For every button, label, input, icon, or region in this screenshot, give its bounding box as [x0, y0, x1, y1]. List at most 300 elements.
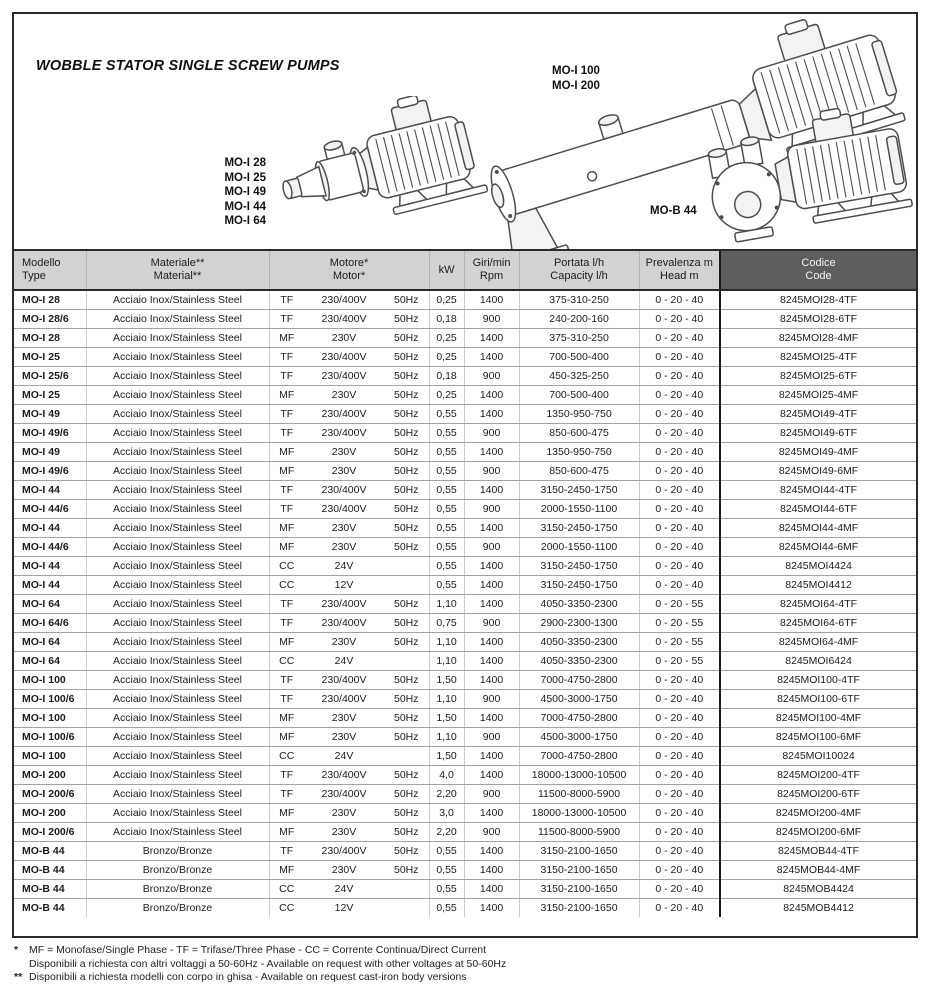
- cell-capacity: 1350-950-750: [519, 405, 639, 424]
- cell-material: Acciaio Inox/Stainless Steel: [86, 290, 269, 310]
- table-row: [14, 823, 916, 842]
- cell-rpm: 900: [464, 690, 519, 709]
- cell-capacity: 7000-4750-2800: [519, 747, 639, 766]
- footnote-text: Disponibili a richiesta modelli con corpo in ghisa - Available on request cast-iron body versions: [29, 971, 467, 983]
- cell-voltage: 24V: [304, 880, 384, 899]
- cell-voltage: 230/400V: [304, 785, 384, 804]
- cell-model: MO-I 200: [14, 804, 86, 823]
- cell-model: MO-I 100: [14, 709, 86, 728]
- cell-material: Acciaio Inox/Stainless Steel: [86, 595, 269, 614]
- cell-frequency: [384, 652, 429, 671]
- cell-kw: 0,55: [429, 842, 464, 861]
- cell-head: 0 - 20 - 40: [639, 538, 720, 557]
- table-row: [14, 861, 916, 880]
- cell-material: Acciaio Inox/Stainless Steel: [86, 405, 269, 424]
- cell-material: Acciaio Inox/Stainless Steel: [86, 728, 269, 747]
- bronze-pump-label: MO-B 44: [650, 205, 697, 217]
- cell-frequency: 50Hz: [384, 633, 429, 652]
- cell-motor-type: MF: [269, 519, 304, 538]
- cell-code: 8245MOI25-4MF: [720, 386, 916, 405]
- cell-material: Acciaio Inox/Stainless Steel: [86, 671, 269, 690]
- cell-voltage: 230/400V: [304, 405, 384, 424]
- cell-motor-type: TF: [269, 785, 304, 804]
- cell-model: MO-I 64: [14, 595, 86, 614]
- cell-frequency: 50Hz: [384, 462, 429, 481]
- cell-rpm: 1400: [464, 633, 519, 652]
- table-row: [14, 576, 916, 595]
- cell-capacity: 7000-4750-2800: [519, 709, 639, 728]
- cell-head: 0 - 20 - 55: [639, 614, 720, 633]
- table-row: [14, 405, 916, 424]
- cell-kw: 2,20: [429, 785, 464, 804]
- cell-voltage: 230/400V: [304, 614, 384, 633]
- cell-model: MO-I 100/6: [14, 728, 86, 747]
- cell-kw: 3,0: [429, 804, 464, 823]
- cell-material: Acciaio Inox/Stainless Steel: [86, 747, 269, 766]
- cell-frequency: 50Hz: [384, 424, 429, 443]
- cell-model: MO-I 44: [14, 519, 86, 538]
- cell-rpm: 1400: [464, 842, 519, 861]
- cell-code: 8245MOI25-4TF: [720, 348, 916, 367]
- cell-motor-type: TF: [269, 310, 304, 329]
- cell-code: 8245MOB44-4MF: [720, 861, 916, 880]
- cell-capacity: 4050-3350-2300: [519, 652, 639, 671]
- cell-rpm: 900: [464, 728, 519, 747]
- cell-frequency: 50Hz: [384, 804, 429, 823]
- cell-head: 0 - 20 - 40: [639, 823, 720, 842]
- cell-frequency: 50Hz: [384, 595, 429, 614]
- cell-voltage: 230V: [304, 709, 384, 728]
- cell-material: Acciaio Inox/Stainless Steel: [86, 329, 269, 348]
- cell-voltage: 230V: [304, 329, 384, 348]
- cell-capacity: 3150-2450-1750: [519, 557, 639, 576]
- table-row: [14, 557, 916, 576]
- cell-code: 8245MOI200-4TF: [720, 766, 916, 785]
- cell-frequency: 50Hz: [384, 614, 429, 633]
- cell-motor-type: TF: [269, 367, 304, 386]
- cell-motor-type: MF: [269, 823, 304, 842]
- cell-material: Acciaio Inox/Stainless Steel: [86, 766, 269, 785]
- cell-kw: 0,55: [429, 538, 464, 557]
- cell-rpm: 1400: [464, 861, 519, 880]
- cell-motor-type: CC: [269, 576, 304, 595]
- cell-capacity: 2900-2300-1300: [519, 614, 639, 633]
- cell-frequency: [384, 557, 429, 576]
- cell-motor-type: MF: [269, 462, 304, 481]
- table-row: [14, 462, 916, 481]
- cell-code: 8245MOB4424: [720, 880, 916, 899]
- cell-frequency: 50Hz: [384, 310, 429, 329]
- cell-material: Acciaio Inox/Stainless Steel: [86, 481, 269, 500]
- footnote-marker: **: [14, 971, 23, 983]
- cell-capacity: 240-200-160: [519, 310, 639, 329]
- cell-model: MO-I 25: [14, 348, 86, 367]
- cell-code: 8245MOI28-6TF: [720, 310, 916, 329]
- cell-motor-type: TF: [269, 690, 304, 709]
- cell-head: 0 - 20 - 40: [639, 842, 720, 861]
- table-row: [14, 386, 916, 405]
- cell-capacity: 3150-2100-1650: [519, 861, 639, 880]
- cell-motor-type: TF: [269, 405, 304, 424]
- cell-rpm: 1400: [464, 290, 519, 310]
- illustration-header: [14, 14, 916, 251]
- cell-model: MO-I 49/6: [14, 424, 86, 443]
- cell-kw: 0,55: [429, 899, 464, 918]
- cell-rpm: 900: [464, 462, 519, 481]
- cell-rpm: 1400: [464, 899, 519, 918]
- cell-voltage: 230/400V: [304, 481, 384, 500]
- footnote-marker: [14, 958, 29, 972]
- cell-model: MO-I 100: [14, 671, 86, 690]
- cell-motor-type: TF: [269, 766, 304, 785]
- cell-code: 8245MOI25-6TF: [720, 367, 916, 386]
- cell-frequency: 50Hz: [384, 766, 429, 785]
- cell-code: 8245MOI49-4MF: [720, 443, 916, 462]
- cell-voltage: 12V: [334, 902, 354, 914]
- cell-code: 8245MOI64-6TF: [720, 614, 916, 633]
- cell-rpm: 1400: [464, 519, 519, 538]
- cell-voltage: 230/400V: [304, 290, 384, 310]
- cell-head: 0 - 20 - 40: [639, 519, 720, 538]
- cell-code: 8245MOI64-4MF: [720, 633, 916, 652]
- cell-motor-type: MF: [269, 861, 304, 880]
- table-row: [14, 766, 916, 785]
- cell-frequency: 50Hz: [384, 386, 429, 405]
- cell-code: 8245MOI28-4TF: [720, 290, 916, 310]
- cell-rpm: 1400: [464, 747, 519, 766]
- cell-motor-type: MF: [269, 804, 304, 823]
- cell-frequency: 50Hz: [384, 443, 429, 462]
- cell-kw: 0,25: [429, 329, 464, 348]
- cell-capacity: 3150-2100-1650: [519, 880, 639, 899]
- cell-motor-type: MF: [269, 538, 304, 557]
- cell-rpm: 1400: [464, 804, 519, 823]
- table-row: [14, 842, 916, 861]
- cell-kw: 1,10: [429, 652, 464, 671]
- cell-capacity: 4500-3000-1750: [519, 728, 639, 747]
- col-header-model: Modello Type: [14, 251, 86, 290]
- cell-frequency: [384, 880, 429, 899]
- cell-model: MO-I 28/6: [14, 310, 86, 329]
- cell-model: MO-I 44/6: [14, 538, 86, 557]
- cell-head: 0 - 20 - 40: [639, 462, 720, 481]
- footnote-marker: *: [14, 944, 19, 956]
- cell-voltage: 230V: [304, 519, 384, 538]
- cell-model: MO-I 64: [14, 652, 86, 671]
- cell-head: 0 - 20 - 40: [639, 709, 720, 728]
- cell-motor-type: TF: [269, 500, 304, 519]
- cell-model: MO-I 25: [14, 386, 86, 405]
- cell-material: Bronzo/Bronze: [86, 899, 269, 918]
- cell-motor-type: CC: [269, 880, 304, 899]
- cell-head: 0 - 20 - 55: [639, 595, 720, 614]
- cell-head: 0 - 20 - 40: [639, 880, 720, 899]
- cell-motor-type: TF: [269, 348, 304, 367]
- cell-model: MO-B 44: [14, 880, 86, 899]
- cell-code: 8245MOI200-4MF: [720, 804, 916, 823]
- table-row: [14, 633, 916, 652]
- cell-frequency: [384, 747, 429, 766]
- cell-code: 8245MOI49-4TF: [720, 405, 916, 424]
- table-row: [14, 443, 916, 462]
- cell-kw: 1,10: [429, 633, 464, 652]
- cell-head: 0 - 20 - 40: [639, 290, 720, 310]
- cell-head: 0 - 20 - 40: [639, 899, 720, 918]
- cell-voltage: 230/400V: [304, 595, 384, 614]
- cell-rpm: 1400: [464, 386, 519, 405]
- cell-code: 8245MOI64-4TF: [720, 595, 916, 614]
- cell-motor-type: TF: [269, 595, 304, 614]
- footnote-text: Disponibili a richiesta con altri voltaggi a 50-60Hz - Available on request with other voltages at 50-60Hz: [29, 957, 507, 970]
- cell-kw: 1,10: [429, 595, 464, 614]
- cell-rpm: 900: [464, 614, 519, 633]
- cell-model: MO-B 44: [14, 861, 86, 880]
- cell-head: 0 - 20 - 40: [639, 443, 720, 462]
- cell-capacity: 3150-2450-1750: [519, 481, 639, 500]
- table-row: [14, 880, 916, 899]
- cell-kw: 1,50: [429, 747, 464, 766]
- pump-label: MO-I 200: [552, 79, 600, 92]
- cell-voltage: 230/400V: [304, 500, 384, 519]
- cell-frequency: 50Hz: [384, 842, 429, 861]
- cell-model: MO-I 44: [14, 557, 86, 576]
- cell-frequency: [384, 899, 429, 918]
- cell-voltage: 230V: [304, 804, 384, 823]
- cell-voltage: 230V: [304, 538, 384, 557]
- col-header-head: Prevalenza m Head m: [639, 251, 720, 290]
- cell-frequency: 50Hz: [384, 405, 429, 424]
- cell-rpm: 1400: [464, 709, 519, 728]
- cell-capacity: 2000-1550-1100: [519, 500, 639, 519]
- cell-motor-type: MF: [269, 443, 304, 462]
- cell-voltage: 24V: [304, 652, 384, 671]
- table-row: [14, 804, 916, 823]
- cell-model: MO-I 49: [14, 405, 86, 424]
- cell-rpm: 1400: [464, 481, 519, 500]
- pump-label: MO-I 100: [552, 65, 600, 77]
- pump-label: MO-I 25: [224, 171, 266, 184]
- pump-label: MO-I 44: [224, 200, 266, 213]
- cell-kw: 0,55: [429, 462, 464, 481]
- cell-rpm: 900: [464, 367, 519, 386]
- table-row: [14, 329, 916, 348]
- cell-head: 0 - 20 - 40: [639, 329, 720, 348]
- cell-capacity: 700-500-400: [519, 386, 639, 405]
- cell-voltage: 230/400V: [304, 690, 384, 709]
- cell-kw: 0,18: [429, 310, 464, 329]
- cell-kw: 0,55: [429, 519, 464, 538]
- cell-rpm: 1400: [464, 766, 519, 785]
- cell-voltage: 230/400V: [304, 310, 384, 329]
- cell-frequency: [384, 576, 429, 595]
- cell-kw: 0,55: [429, 880, 464, 899]
- cell-capacity: 4050-3350-2300: [519, 595, 639, 614]
- cell-kw: 0,55: [429, 500, 464, 519]
- col-header-material: Materiale** Material**: [86, 251, 269, 290]
- cell-code: 8245MOI200-6TF: [720, 785, 916, 804]
- cell-model: MO-I 25/6: [14, 367, 86, 386]
- cell-rpm: 900: [464, 538, 519, 557]
- table-row: [14, 652, 916, 671]
- cell-rpm: 1400: [464, 443, 519, 462]
- cell-frequency: 50Hz: [384, 481, 429, 500]
- cell-motor-type: MF: [269, 633, 304, 652]
- table-row: [14, 690, 916, 709]
- cell-code: 8245MOI100-4MF: [720, 709, 916, 728]
- cell-code: 8245MOI100-6TF: [720, 690, 916, 709]
- cell-kw: 1,50: [429, 671, 464, 690]
- cell-capacity: 1350-950-750: [519, 443, 639, 462]
- cell-code: 8245MOI6424: [720, 652, 916, 671]
- cell-model: MO-I 64: [14, 633, 86, 652]
- table-row: [14, 519, 916, 538]
- cell-motor-type: MF: [269, 709, 304, 728]
- cell-code: 8245MOI44-4MF: [720, 519, 916, 538]
- cell-head: 0 - 20 - 40: [639, 671, 720, 690]
- table-row: [14, 728, 916, 747]
- table-row: [14, 367, 916, 386]
- cell-motor-type: MF: [269, 386, 304, 405]
- cell-code: 8245MOI44-6MF: [720, 538, 916, 557]
- table-row: [14, 747, 916, 766]
- cell-capacity: 450-325-250: [519, 367, 639, 386]
- cell-model: MO-I 200: [14, 766, 86, 785]
- table-header: [14, 251, 916, 290]
- cell-capacity: 3150-2450-1750: [519, 576, 639, 595]
- cell-material: Acciaio Inox/Stainless Steel: [86, 557, 269, 576]
- cell-material: Acciaio Inox/Stainless Steel: [86, 519, 269, 538]
- cell-material: Acciaio Inox/Stainless Steel: [86, 823, 269, 842]
- cell-head: 0 - 20 - 40: [639, 728, 720, 747]
- cell-motor-type: CC: [269, 899, 304, 918]
- cell-head: 0 - 20 - 40: [639, 766, 720, 785]
- cell-head: 0 - 20 - 40: [639, 557, 720, 576]
- col-header-motor: Motore* Motor*: [269, 251, 429, 290]
- cell-motor-type: MF: [269, 329, 304, 348]
- cell-frequency: 50Hz: [384, 861, 429, 880]
- cell-kw: 0,75: [429, 614, 464, 633]
- cell-capacity: 4500-3000-1750: [519, 690, 639, 709]
- cell-rpm: 900: [464, 424, 519, 443]
- cell-capacity: 18000-13000-10500: [519, 766, 639, 785]
- cell-head: 0 - 20 - 40: [639, 424, 720, 443]
- cell-head: 0 - 20 - 55: [639, 652, 720, 671]
- cell-frequency: 50Hz: [384, 671, 429, 690]
- table-row: [14, 614, 916, 633]
- table-row: [14, 709, 916, 728]
- cell-capacity: 700-500-400: [519, 348, 639, 367]
- table-row: [14, 348, 916, 367]
- cell-capacity: 375-310-250: [519, 329, 639, 348]
- cell-motor-type: TF: [269, 290, 304, 310]
- cell-material: Acciaio Inox/Stainless Steel: [86, 386, 269, 405]
- cell-model: MO-I 64/6: [14, 614, 86, 633]
- cell-frequency: 50Hz: [384, 728, 429, 747]
- cell-head: 0 - 20 - 40: [639, 367, 720, 386]
- cell-material: Acciaio Inox/Stainless Steel: [86, 633, 269, 652]
- table-row: [14, 500, 916, 519]
- table-row: [14, 785, 916, 804]
- cell-head: 0 - 20 - 40: [639, 348, 720, 367]
- cell-capacity: 4050-3350-2300: [519, 633, 639, 652]
- cell-code: 8245MOI200-6MF: [720, 823, 916, 842]
- cell-model: MO-I 44: [14, 576, 86, 595]
- cell-kw: 1,50: [429, 709, 464, 728]
- cell-frequency: 50Hz: [384, 500, 429, 519]
- cell-model: MO-I 200/6: [14, 823, 86, 842]
- cell-head: 0 - 20 - 40: [639, 861, 720, 880]
- cell-kw: 4,0: [429, 766, 464, 785]
- cell-material: Acciaio Inox/Stainless Steel: [86, 785, 269, 804]
- cell-frequency: 50Hz: [384, 823, 429, 842]
- cell-head: 0 - 20 - 40: [639, 405, 720, 424]
- cell-material: Acciaio Inox/Stainless Steel: [86, 367, 269, 386]
- cell-motor-type: TF: [269, 481, 304, 500]
- cell-material: Acciaio Inox/Stainless Steel: [86, 804, 269, 823]
- cell-kw: 0,18: [429, 367, 464, 386]
- cell-rpm: 900: [464, 785, 519, 804]
- cell-voltage: 24V: [304, 557, 384, 576]
- cell-motor-type: TF: [269, 671, 304, 690]
- bronze-pump-drawing: [686, 102, 916, 251]
- cell-motor-type: MF: [269, 728, 304, 747]
- cell-capacity: 7000-4750-2800: [519, 671, 639, 690]
- cell-kw: 0,25: [429, 348, 464, 367]
- table-row: [14, 538, 916, 557]
- col-header-rpm: Giri/min Rpm: [464, 251, 519, 290]
- cell-code: 8245MOI49-6TF: [720, 424, 916, 443]
- cell-material: Acciaio Inox/Stainless Steel: [86, 310, 269, 329]
- cell-rpm: 1400: [464, 576, 519, 595]
- cell-rpm: 1400: [464, 405, 519, 424]
- pump-table-body: [14, 290, 916, 917]
- footnote-line: [14, 971, 922, 985]
- cell-frequency: 50Hz: [384, 348, 429, 367]
- cell-kw: 0,55: [429, 405, 464, 424]
- cell-head: 0 - 20 - 40: [639, 500, 720, 519]
- cell-material: Acciaio Inox/Stainless Steel: [86, 500, 269, 519]
- small-pump-labels: [162, 156, 266, 229]
- cell-voltage: 24V: [304, 747, 384, 766]
- cell-material: Acciaio Inox/Stainless Steel: [86, 538, 269, 557]
- footnote-line: [14, 958, 922, 972]
- cell-frequency: 50Hz: [384, 785, 429, 804]
- cell-code: 8245MOI100-4TF: [720, 671, 916, 690]
- cell-capacity: 18000-13000-10500: [519, 804, 639, 823]
- cell-head: 0 - 20 - 40: [639, 576, 720, 595]
- col-header-kw: kW: [429, 251, 464, 290]
- pump-label: MO-I 49: [224, 186, 266, 198]
- cell-material: Acciaio Inox/Stainless Steel: [86, 443, 269, 462]
- cell-kw: 0,55: [429, 481, 464, 500]
- cell-material: Acciaio Inox/Stainless Steel: [86, 348, 269, 367]
- cell-head: 0 - 20 - 40: [639, 690, 720, 709]
- cell-model: MO-I 100: [14, 747, 86, 766]
- cell-kw: 0,55: [429, 557, 464, 576]
- cell-rpm: 1400: [464, 329, 519, 348]
- cell-capacity: 2000-1550-1100: [519, 538, 639, 557]
- cell-capacity: 3150-2450-1750: [519, 519, 639, 538]
- cell-voltage: 230/400V: [304, 842, 384, 861]
- cell-voltage: 230V: [304, 443, 384, 462]
- cell-material: Bronzo/Bronze: [86, 861, 269, 880]
- cell-frequency: 50Hz: [384, 329, 429, 348]
- cell-material: Acciaio Inox/Stainless Steel: [86, 614, 269, 633]
- table-row: [14, 899, 916, 918]
- cell-model: MO-I 49/6: [14, 462, 86, 481]
- cell-voltage: 230V: [304, 823, 384, 842]
- cell-voltage: 230V: [304, 633, 384, 652]
